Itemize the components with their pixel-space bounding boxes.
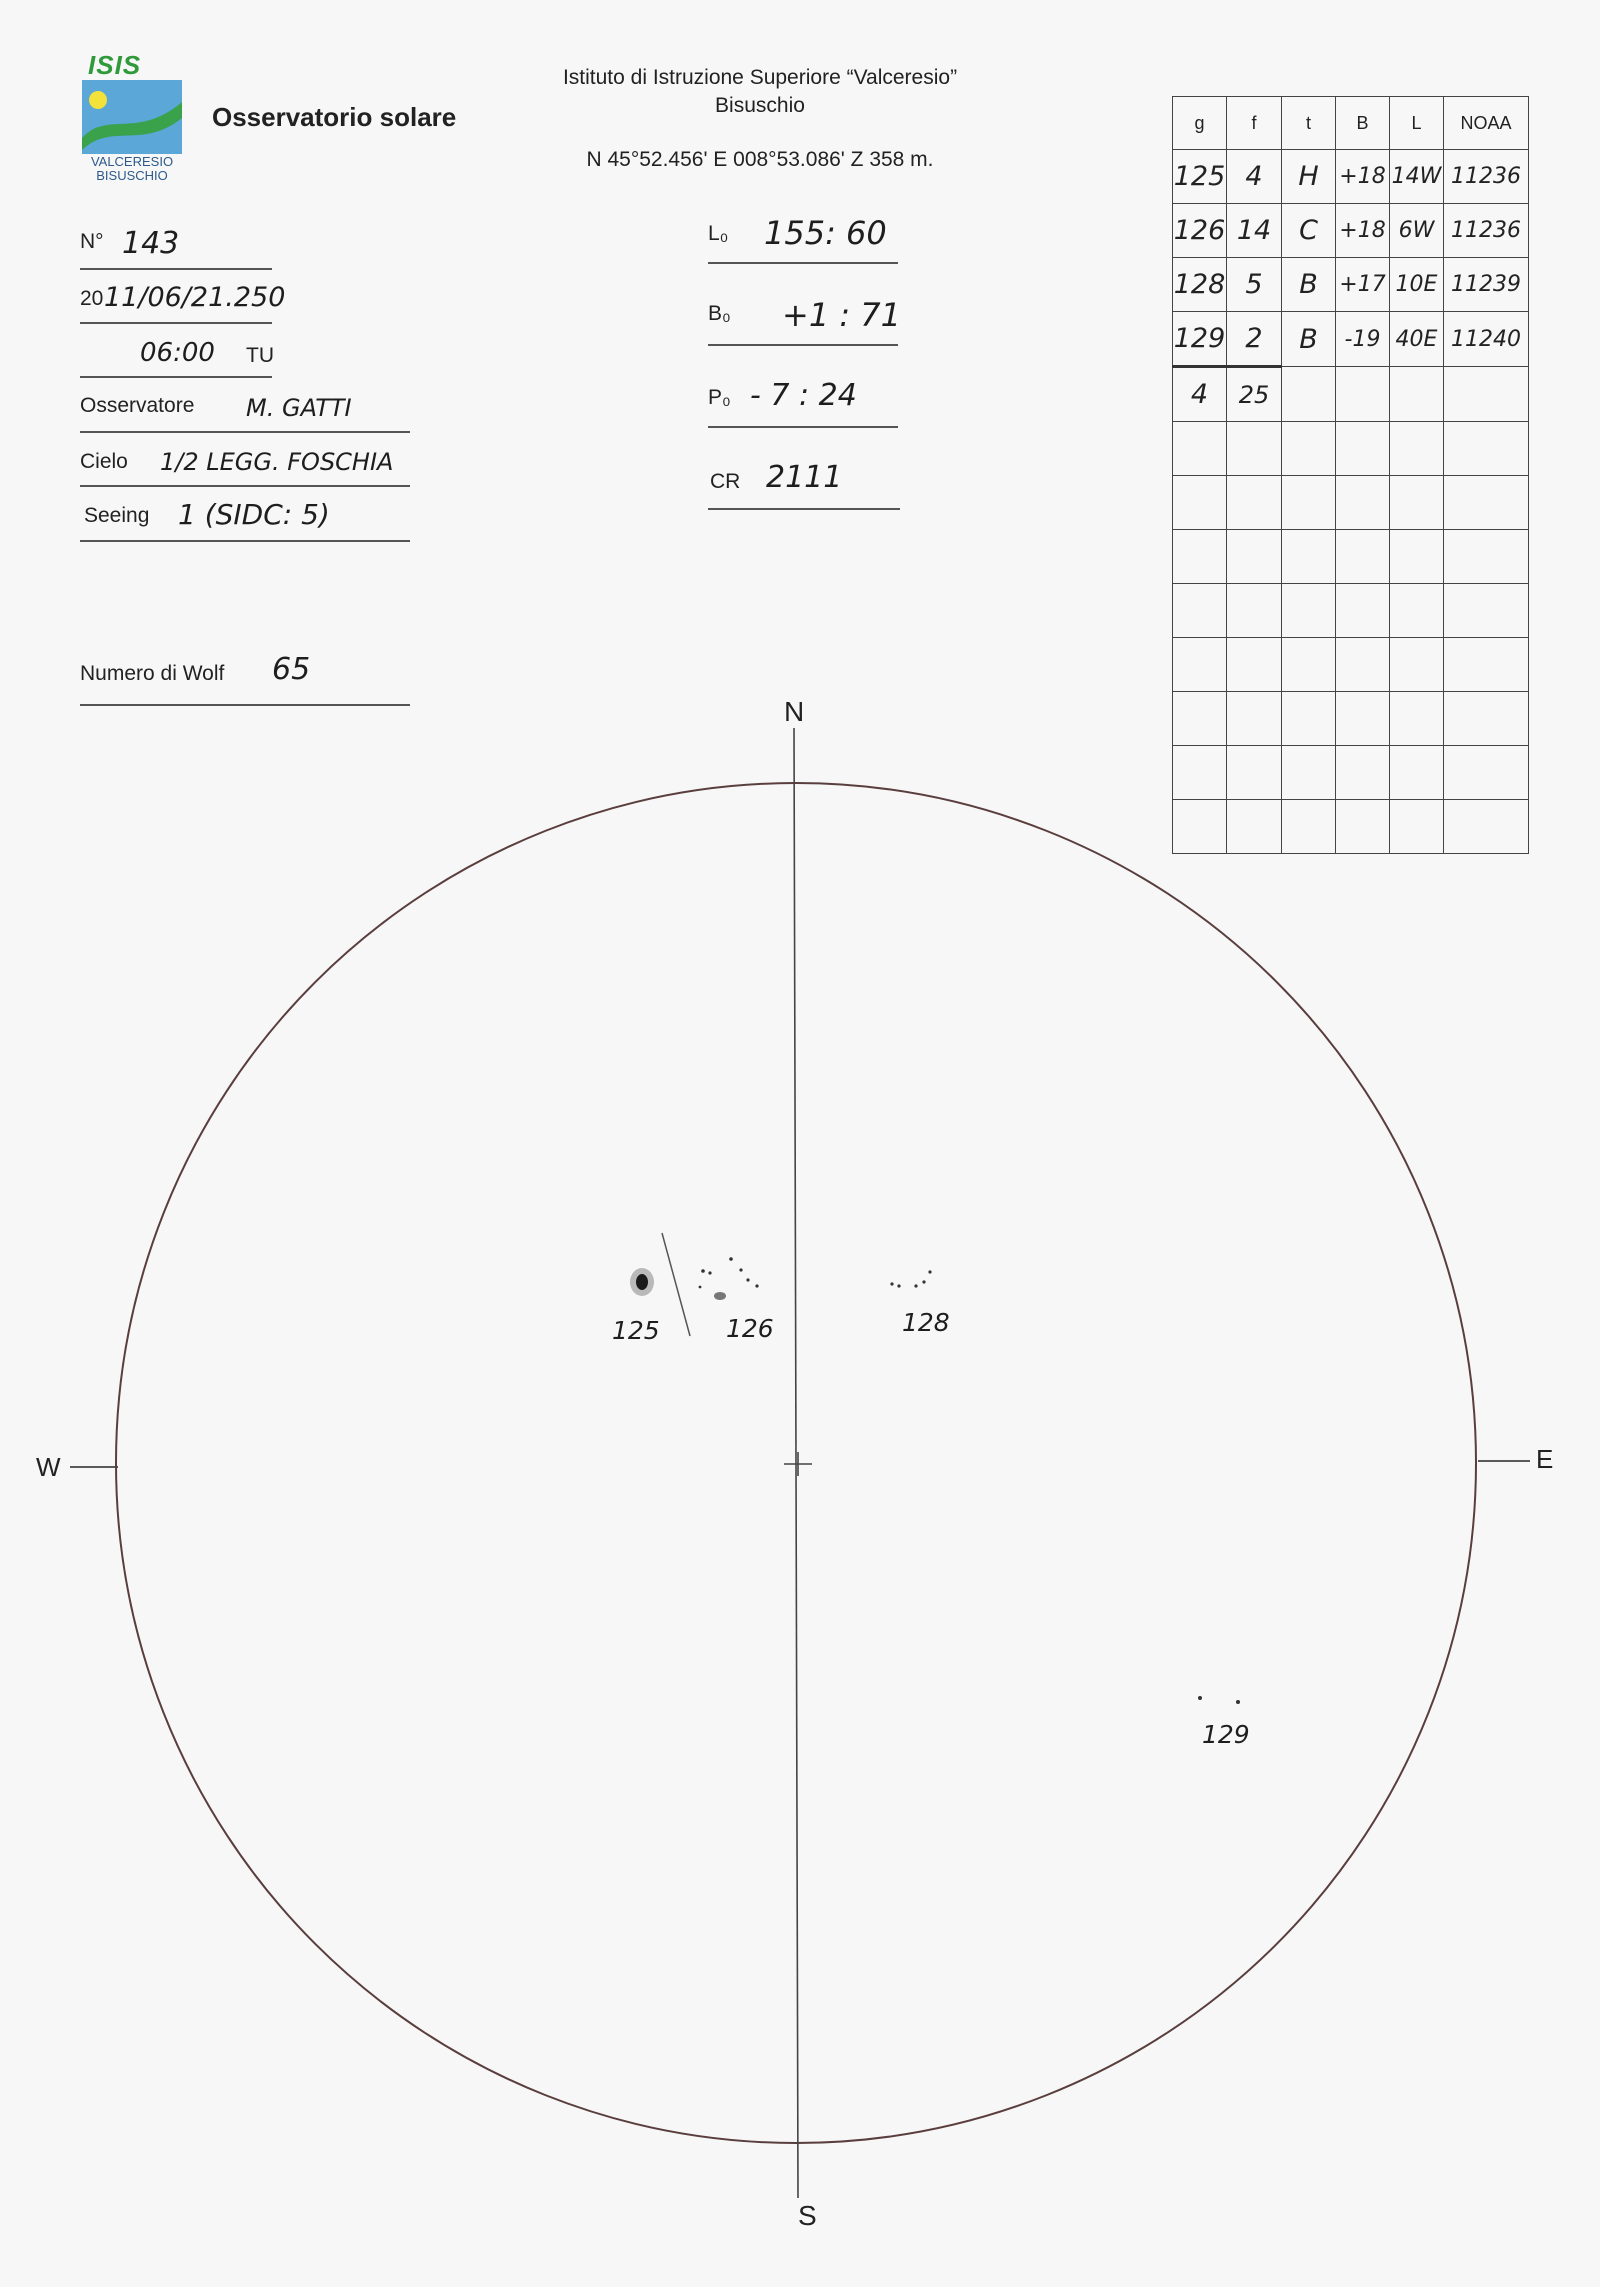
col-header-b: B <box>1336 97 1390 150</box>
seeing-value: 1 (SIDC: 5) <box>178 498 330 531</box>
col-header-f: f <box>1227 97 1282 150</box>
cell-latitude: +18 <box>1336 204 1390 258</box>
cell-longitude: 14W <box>1390 150 1444 204</box>
number-label: N° <box>80 230 104 253</box>
cr-label: CR <box>710 470 741 493</box>
l0-label: L₀ <box>708 222 729 245</box>
col-header-g: g <box>1173 97 1227 150</box>
cell-spots: 14 <box>1227 204 1282 258</box>
group-label-126: 126 <box>726 1314 774 1343</box>
date-value: 11/06/21.250 <box>104 282 286 313</box>
date-prefix: 20 <box>80 287 104 310</box>
wolf-label: Numero di Wolf <box>80 662 225 685</box>
observer-value: M. GATTI <box>246 394 352 422</box>
cell-longitude: 10E <box>1390 258 1444 312</box>
sunspot-126-main <box>714 1292 726 1300</box>
cell-longitude: 6W <box>1390 204 1444 258</box>
sunspot-129-dot <box>1198 1696 1202 1700</box>
sunspot-126-dot <box>739 1268 742 1271</box>
logo-wordmark: ISIS <box>88 50 142 80</box>
cell-latitude: -19 <box>1336 312 1390 367</box>
observatory-name: Osservatorio solare <box>212 102 457 132</box>
col-header-noaa: NOAA <box>1444 97 1529 150</box>
sunspot-128-dot <box>922 1280 925 1283</box>
cell-group: 126 <box>1173 204 1227 258</box>
group-label-129: 129 <box>1202 1720 1250 1749</box>
wolf-value: 65 <box>272 652 311 687</box>
observer-label: Osservatore <box>80 394 195 417</box>
sunspot-126-dot <box>708 1271 711 1274</box>
sunspot-126-dot <box>746 1278 749 1281</box>
total-groups: 4 <box>1173 367 1227 422</box>
sky-label: Cielo <box>80 450 128 473</box>
cell-longitude: 40E <box>1390 312 1444 367</box>
sunspot-128-dot <box>914 1284 917 1287</box>
cell-noaa: 11236 <box>1444 204 1529 258</box>
time-unit: TU <box>246 344 274 367</box>
cell-type: B <box>1282 258 1336 312</box>
cell-group: 129 <box>1173 312 1227 367</box>
sunspot-125-umbra <box>636 1274 648 1290</box>
sunspot-126-dot <box>729 1257 733 1261</box>
institute-line2: Bisuschio <box>715 94 805 117</box>
group-separator-line <box>662 1233 690 1336</box>
group-label-125: 125 <box>612 1316 660 1345</box>
cell-latitude: +18 <box>1336 150 1390 204</box>
cell-type: B <box>1282 312 1336 367</box>
cell-spots: 2 <box>1227 312 1282 367</box>
cr-value: 2111 <box>766 460 843 495</box>
sunspot-128-dot <box>928 1270 931 1273</box>
cardinal-north: N <box>784 696 805 727</box>
p0-label: P₀ <box>708 386 731 409</box>
time-value: 06:00 <box>140 338 215 368</box>
seeing-label: Seeing <box>84 504 150 527</box>
cell-latitude: +17 <box>1336 258 1390 312</box>
sunspot-129-dot <box>1236 1700 1240 1704</box>
site-coordinates: N 45°52.456' E 008°53.086' Z 358 m. <box>586 148 934 171</box>
cardinal-south: S <box>798 2200 817 2231</box>
l0-value: 155: 60 <box>764 214 887 252</box>
cardinal-west: W <box>36 1452 61 1482</box>
group-label-128: 128 <box>902 1308 950 1337</box>
cardinal-east: E <box>1536 1444 1554 1474</box>
sunspot-128-dot <box>897 1284 900 1287</box>
sunspot-126-dot <box>755 1284 758 1287</box>
cell-type: C <box>1282 204 1336 258</box>
p0-value: - 7 : 24 <box>750 378 857 413</box>
b0-value: +1 : 71 <box>782 296 902 334</box>
institute-line1: Istituto di Istruzione Superiore “Valceresio” <box>562 66 958 89</box>
total-spots: 25 <box>1227 367 1282 422</box>
number-value: 143 <box>122 226 180 261</box>
sky-value: 1/2 LEGG. FOSCHIA <box>160 448 394 476</box>
cell-spots: 5 <box>1227 258 1282 312</box>
b0-label: B₀ <box>708 302 731 325</box>
col-header-l: L <box>1390 97 1444 150</box>
sunspot-126-dot <box>701 1269 705 1273</box>
cell-noaa: 11239 <box>1444 258 1529 312</box>
cell-noaa: 11240 <box>1444 312 1529 367</box>
cell-group: 128 <box>1173 258 1227 312</box>
logo-caption-line1: VALCERESIO <box>90 154 174 169</box>
cell-spots: 4 <box>1227 150 1282 204</box>
col-header-t: t <box>1282 97 1336 150</box>
cell-type: H <box>1282 150 1336 204</box>
logo-caption-line2: BISUSCHIO <box>96 168 168 183</box>
sunspot-126-dot <box>699 1286 702 1289</box>
cell-noaa: 11236 <box>1444 150 1529 204</box>
cell-group: 125 <box>1173 150 1227 204</box>
sunspot-128-dot <box>890 1282 893 1285</box>
